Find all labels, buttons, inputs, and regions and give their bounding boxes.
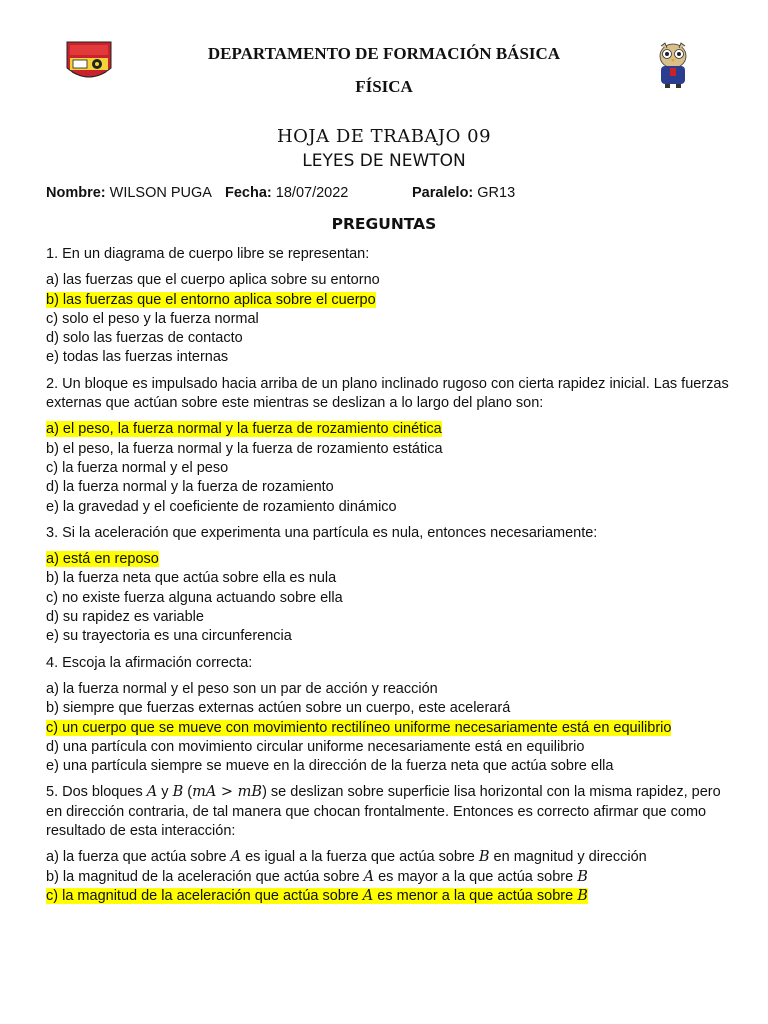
option: d) solo las fuerzas de contacto [46, 330, 243, 347]
option: b) la magnitud de la aceleración que actúa sobre A es mayor a la que actúa sobre B [46, 868, 588, 885]
math-expression: mA > mB [192, 784, 263, 801]
group-value: GR13 [477, 185, 516, 201]
math-var: B [172, 784, 184, 801]
name-label: Nombre: [46, 185, 106, 201]
worksheet-topic: LEYES DE NEWTON [302, 151, 466, 171]
section-title: PREGUNTAS [331, 215, 437, 233]
option: a) las fuerzas que el cuerpo aplica sobre su entorno [46, 272, 380, 289]
date-label: Fecha: [225, 185, 272, 201]
date-field [225, 185, 348, 201]
question-1-stem: 1. En un diagrama de cuerpo libre se representan: [46, 246, 370, 262]
question-5-stem [46, 783, 736, 841]
student-info [46, 185, 726, 205]
math-var: A [146, 784, 158, 801]
option-highlighted: a) está en reposo [46, 551, 159, 568]
question-list [46, 245, 736, 913]
option-highlighted: c) la magnitud de la aceleración que actúa sobre A es menor a la que actúa sobre B [46, 887, 588, 904]
question-2-stem: 2. Un bloque es impulsado hacia arriba de un plano inclinado rugoso con cierta rapidez inicial. Las fuerzas externas que actúan sobre este mientras se deslizan a lo largo del plano son: [46, 375, 729, 412]
stem-text: ) se deslizan sobre superficie lisa horizontal con la misma rapidez, pero en dirección contraria, de tal manera que chocan frontalmente. Entonces es correcto afirmar que como resultado de esta interacción: [46, 784, 721, 840]
option: c) no existe fuerza alguna actuando sobre ella [46, 589, 343, 606]
option: b) el peso, la fuerza normal y la fuerza de rozamiento estática [46, 440, 443, 457]
group-field [412, 185, 515, 201]
question-4-stem: 4. Escoja la afirmación correcta: [46, 654, 253, 671]
option: e) la gravedad y el coeficiente de rozamiento dinámico [46, 498, 397, 515]
option-highlighted: b) las fuerzas que el entorno aplica sobre el cuerpo [46, 291, 376, 308]
option: b) siempre que fuerzas externas actúen sobre un cuerpo, este acelerará [46, 700, 511, 717]
name-field [46, 185, 212, 201]
option: c) la fuerza normal y el peso [46, 459, 229, 476]
option: d) su rapidez es variable [46, 609, 204, 626]
option: e) su trayectoria es una circunferencia [46, 628, 292, 645]
option: a) la fuerza normal y el peso son un par de acción y reacción [46, 680, 438, 697]
question-3-options [46, 550, 736, 646]
group-label: Paralelo: [412, 185, 474, 201]
stem-text: 5. Dos bloques [46, 784, 147, 801]
option: a) la fuerza que actúa sobre A es igual a la fuerza que actúa sobre B en magnitud y dirección [46, 849, 647, 866]
subject-title: FÍSICA [355, 77, 413, 96]
question-3-stem: 3. Si la aceleración que experimenta una partícula es nula, entonces necesariamente: [46, 524, 598, 541]
option: e) una partícula siempre se mueve en la dirección de la fuerza neta que actúa sobre ella [46, 758, 614, 775]
stem-text: y [157, 784, 173, 801]
date-value: 18/07/2022 [275, 185, 349, 201]
option: d) una partícula con movimiento circular uniforme necesariamente está en equilibrio [46, 738, 585, 755]
option: e) todas las fuerzas internas [46, 349, 229, 366]
option: b) la fuerza neta que actúa sobre ella es nula [46, 570, 337, 587]
option: d) la fuerza normal y la fuerza de rozamiento [46, 479, 334, 496]
stem-text: ( [183, 784, 193, 801]
question-4-options [46, 680, 736, 776]
option-highlighted: c) un cuerpo que se mueve con movimiento rectilíneo uniforme necesariamente está en equilibrio [46, 719, 672, 736]
question-5-options [46, 848, 736, 906]
department-title: DEPARTAMENTO DE FORMACIÓN BÁSICA [207, 44, 561, 63]
worksheet-title: HOJA DE TRABAJO 09 [276, 126, 492, 147]
option: c) solo el peso y la fuerza normal [46, 310, 259, 327]
question-2-options [46, 420, 736, 516]
option-highlighted: a) el peso, la fuerza normal y la fuerza de rozamiento cinética [46, 421, 442, 438]
name-value: WILSON PUGA [109, 185, 212, 201]
question-1-options [46, 271, 736, 367]
